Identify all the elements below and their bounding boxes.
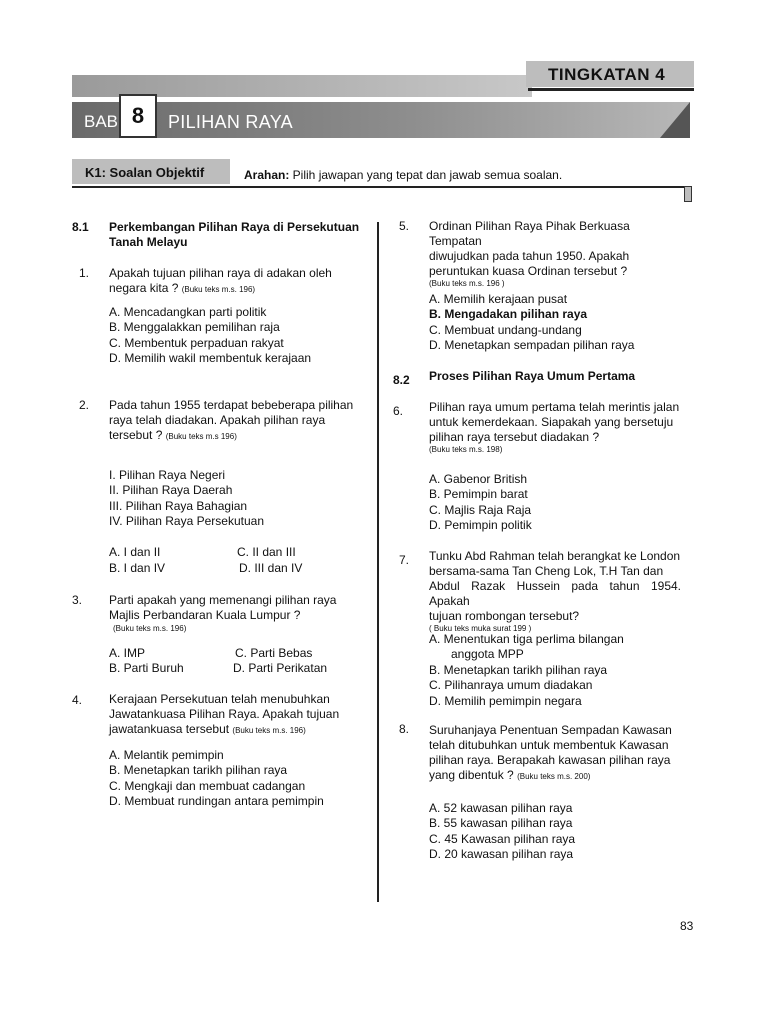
question-stem [429,723,681,784]
section-rule [72,186,686,188]
answer-option: C. II dan III [237,545,296,559]
answer-option: C. Membuat undang-undang [429,322,582,337]
question-line [109,428,361,444]
answer-option: B. Menetapkan tarikh pilihan raya [429,662,608,677]
question-number: 4. [72,693,83,707]
option-list [429,292,634,354]
column-divider [377,222,379,902]
question-line-text: tersebut ? [109,428,163,442]
question-line: Apakah tujuan pilihan raya di adakan oleh [109,266,332,280]
question-number: 6. [393,404,404,418]
subsection-title: Proses Pilihan Raya Umum Pertama [429,369,636,383]
answer-option: B. I dan IV [109,561,166,575]
question-line-text: yang dibentuk ? [429,768,514,782]
answer-option: B. Parti Buruh [109,661,184,675]
subsection-number: 8.1 [72,220,89,234]
question-line: Abdul Razak Hussein pada tahun 1954. Apakah [429,579,681,608]
question-stem [109,398,361,444]
option-list [109,305,311,367]
answer-option: B. 55 kawasan pilihan raya [429,816,573,831]
question-line: untuk kemerdekaan. Siapakah yang bersetuju [429,415,674,429]
statement-item: II. Pilihan Raya Daerah [109,483,233,498]
answer-option: A. 52 kawasan pilihan raya [429,801,573,815]
subsection-number: 8.2 [393,373,410,387]
answer-option: A. Memilih kerajaan pusat [429,292,568,306]
textbook-reference: (Buku teks m.s 196) [165,432,237,441]
question-number: 5. [399,219,410,233]
question-line-text: jawatankuasa tersebut [109,722,230,736]
question-number: 3. [72,593,83,607]
statement-item: IV. Pilihan Raya Persekutuan [109,514,264,529]
question-stem [109,692,361,738]
textbook-reference: (Buku teks m.s. 196 ) [429,279,505,288]
instructions [244,168,562,182]
question-line: telah ditubuhkan untuk membentuk Kawasan [429,738,669,752]
question-stem [429,219,681,289]
section-rule-end [684,186,692,202]
question-line-text: negara kita ? [109,281,179,295]
textbook-reference: (Buku teks m.s. 198) [429,445,503,454]
answer-option: C. 45 Kawasan pilihan raya [429,831,576,846]
question-number: 1. [79,266,90,280]
answer-option: C. Parti Bebas [235,646,313,660]
answer-option: C. Mengkaji dan membuat cadangan [109,778,306,793]
answer-option: A. Gabenor British [429,472,528,486]
subsection-title-line: Tanah Melayu [109,235,188,249]
question-line: Parti apakah yang memenangi pilihan raya [109,593,337,607]
question-line: pilihan raya. Berapakah kawasan pilihan raya [429,753,671,767]
answer-option: D. Menetapkan sempadan pilihan raya [429,338,635,353]
answer-option: A. Mencadangkan parti politik [109,305,267,319]
answer-option: C. Pilihanraya umum diadakan [429,678,593,693]
option-list [109,748,324,810]
instructions-text: Pilih jawapan yang tepat dan jawab semua soalan. [289,168,563,182]
answer-option: A. Menentukan tiga perlima bilangan [429,632,624,646]
chapter-prefix: BAB [84,112,119,131]
chapter-banner [72,102,690,138]
answer-option: D. Memilih pemimpin negara [429,693,582,708]
answer-option: B. Menetapkan tarikh pilihan raya [109,763,288,778]
answer-option: D. Pemimpin politik [429,518,532,533]
answer-option: B. Pemimpin barat [429,487,528,502]
question-stem [109,266,361,297]
section-label: K1: Soalan Objektif [85,165,205,180]
question-line: peruntukan kuasa Ordinan tersebut ? [429,264,628,278]
question-stem [429,400,681,455]
question-line: Majlis Perbandaran Kuala Lumpur ? [109,608,301,622]
question-line: Jawatankuasa Pilihan Raya. Apakah tujuan [109,707,340,721]
question-stem [429,549,681,634]
answer-option: C. Membentuk perpaduan rakyat [109,335,284,350]
textbook-reference: (Buku teks m.s. 196) [113,624,187,633]
statement-list [109,468,264,530]
question-line: Pilihan raya umum pertama telah merintis jalan [429,400,680,414]
page-number: 83 [680,919,694,933]
textbook-reference: (Buku teks m.s. 196) [181,285,256,294]
answer-option: D. Memilih wakil membentuk kerajaan [109,351,312,366]
answer-option: A. I dan II [109,545,161,559]
answer-option: A. Melantik pemimpin [109,748,224,762]
option-list [429,801,575,863]
answer-option-continuation: anggota MPP [451,647,524,662]
question-line: Ordinan Pilihan Raya Pihak Berkuasa Tempatan [429,219,630,248]
answer-option: B. Menggalakkan pemilihan raja [109,320,280,335]
question-line: Pada tahun 1955 terdapat bebeberapa pilihan [109,398,354,412]
question-line: pilihan raya tersebut diadakan ? [429,430,600,444]
question-number: 7. [399,553,410,567]
form-level-label: TINGKATAN 4 [548,65,666,84]
chapter-banner-wedge [660,102,690,138]
statement-item: I. Pilihan Raya Negeri [109,468,226,482]
option-list [429,632,624,709]
question-line: raya telah diadakan. Apakah pilihan raya [109,413,326,427]
subsection-title-line: Perkembangan Pilihan Raya di Persekutuan [109,220,360,234]
question-line: Suruhanjaya Penentuan Sempadan Kawasan [429,723,672,737]
question-line: Kerajaan Persekutuan telah menubuhkan [109,692,330,706]
answer-option: C. Majlis Raja Raja [429,502,532,517]
answer-option: D. III dan IV [239,561,303,575]
question-stem [109,593,361,634]
answer-option: D. Parti Perikatan [233,661,328,675]
question-number: 2. [79,398,90,412]
question-number: 8. [399,722,410,736]
question-line: bersama-sama Tan Cheng Lok, T.H Tan dan [429,564,664,578]
question-line [429,768,681,784]
answer-option: D. Membuat rundingan antara pemimpin [109,794,324,809]
answer-option: D. 20 kawasan pilihan raya [429,847,574,862]
chapter-title: PILIHAN RAYA [168,112,293,132]
question-line [109,281,361,297]
textbook-reference: (Buku teks m.s. 200) [517,772,591,781]
statement-item: III. Pilihan Raya Bahagian [109,498,248,513]
answer-option-marked: B. Mengadakan pilihan raya [429,307,588,322]
subsection-title [109,220,361,250]
question-line: diwujudkan pada tahun 1950. Apakah [429,249,630,263]
question-line [109,722,361,738]
question-line: tujuan rombongan tersebut? [429,609,580,623]
option-list [429,472,532,534]
question-line: Tunku Abd Rahman telah berangkat ke London [429,549,681,563]
textbook-reference: ( Buku teks muka surat 199 ) [429,624,532,633]
textbook-reference: (Buku teks m.s. 196) [232,726,306,735]
chapter-number: 8 [119,94,157,138]
form-level-rule [528,88,694,91]
instructions-prefix: Arahan: [244,168,290,182]
answer-option: A. IMP [109,646,146,660]
